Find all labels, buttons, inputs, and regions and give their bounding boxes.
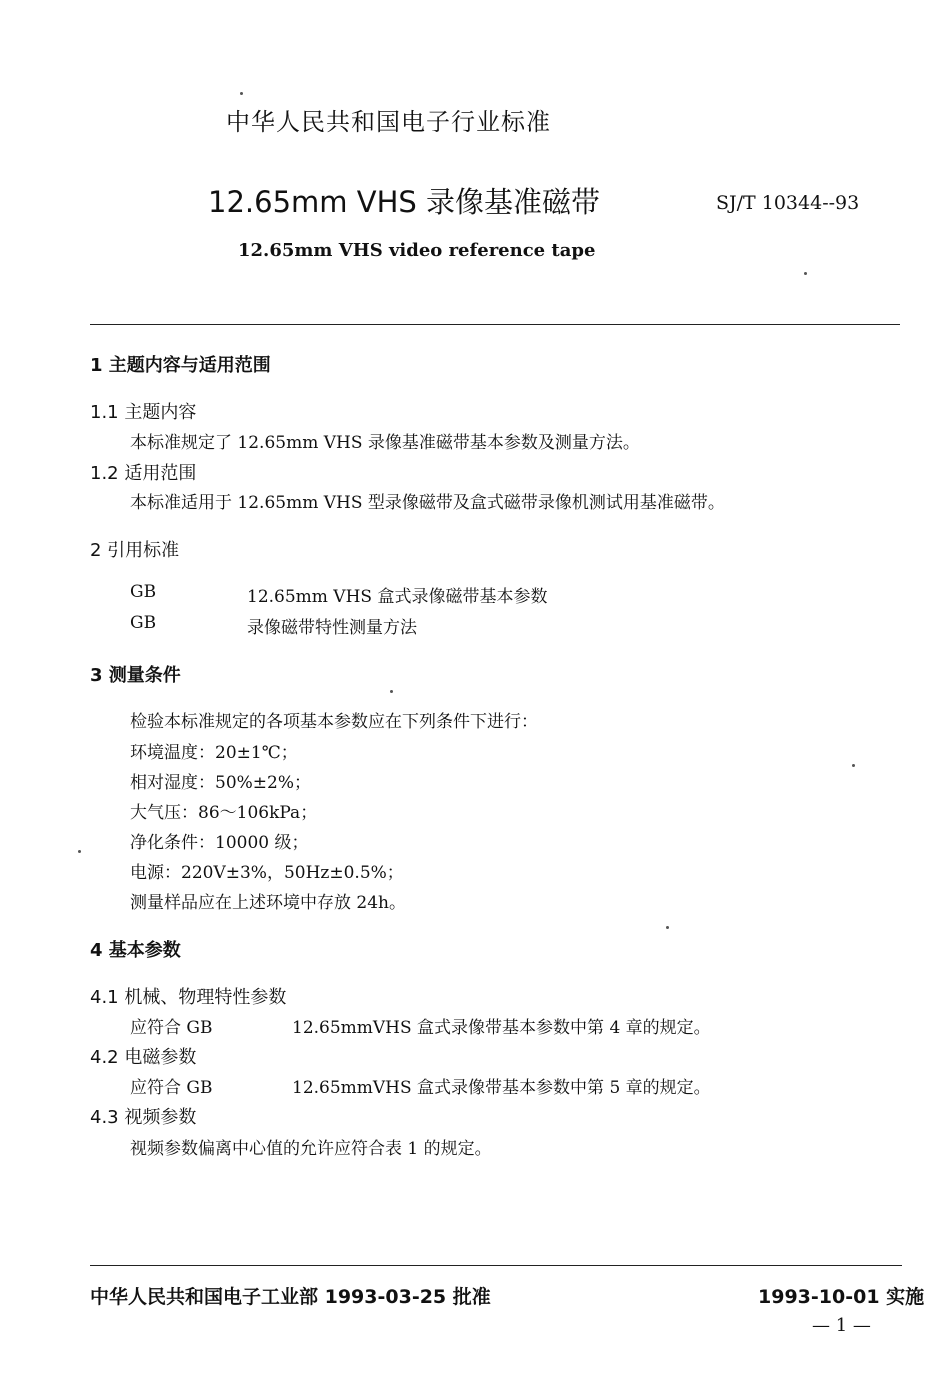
- section-4-2-prefix: 应符合 GB: [130, 1078, 213, 1098]
- document-title-en: 12.65mm VHS video reference tape: [238, 240, 596, 261]
- section-4-1-heading: 4.1 机械、物理特性参数: [90, 987, 287, 1008]
- page-number: — 1 —: [812, 1315, 871, 1336]
- scan-speck: [804, 272, 807, 275]
- scan-speck: [78, 850, 81, 853]
- section-4-2-heading: 4.2 电磁参数: [90, 1047, 197, 1068]
- scan-speck: [852, 764, 855, 767]
- condition-line: 测量样品应在上述环境中存放 24h。: [130, 893, 406, 913]
- condition-line: 检验本标准规定的各项基本参数应在下列条件下进行：: [130, 712, 538, 732]
- issuing-authority: 中华人民共和国电子行业标准: [226, 108, 551, 136]
- section-2-heading: 2 引用标准: [90, 540, 180, 561]
- condition-line: 电源：220V±3%，50Hz±0.5%；: [130, 863, 404, 883]
- header-divider: [90, 324, 900, 325]
- approval-line: 中华人民共和国电子工业部 1993-03-25 批准: [90, 1286, 491, 1308]
- section-4-3-heading: 4.3 视频参数: [90, 1107, 197, 1128]
- section-1-2-text: 本标准适用于 12.65mm VHS 型录像磁带及盒式磁带录像机测试用基准磁带。: [130, 493, 725, 513]
- reference-code: GB: [130, 613, 157, 633]
- section-1-1-text: 本标准规定了 12.65mm VHS 录像基准磁带基本参数及测量方法。: [130, 433, 640, 453]
- footer-divider: [90, 1265, 902, 1266]
- section-4-3-text: 视频参数偏离中心值的允许应符合表 1 的规定。: [130, 1139, 492, 1159]
- condition-line: 环境温度：20±1℃；: [130, 743, 298, 763]
- effective-date: 1993-10-01 实施: [758, 1286, 925, 1308]
- section-1-heading: 1 主题内容与适用范围: [90, 355, 271, 376]
- scan-speck: [390, 690, 393, 693]
- reference-code: GB: [130, 582, 157, 602]
- document-title-zh: 12.65mm VHS 录像基准磁带: [208, 185, 601, 219]
- condition-line: 净化条件：10000 级；: [130, 833, 309, 853]
- section-4-2-text: 12.65mmVHS 盒式录像带基本参数中第 5 章的规定。: [292, 1078, 711, 1098]
- condition-line: 相对湿度：50%±2%；: [130, 773, 311, 793]
- condition-line: 大气压：86～106kPa；: [130, 803, 318, 823]
- reference-title: 录像磁带特性测量方法: [247, 618, 417, 638]
- scan-speck: [666, 926, 669, 929]
- section-3-heading: 3 测量条件: [90, 665, 181, 686]
- standard-number: SJ/T 10344--93: [716, 192, 860, 214]
- section-1-2-heading: 1.2 适用范围: [90, 463, 197, 484]
- section-4-1-prefix: 应符合 GB: [130, 1018, 213, 1038]
- section-4-1-text: 12.65mmVHS 盒式录像带基本参数中第 4 章的规定。: [292, 1018, 711, 1038]
- section-4-heading: 4 基本参数: [90, 940, 181, 961]
- section-1-1-heading: 1.1 主题内容: [90, 402, 197, 423]
- scan-speck: [240, 92, 243, 95]
- reference-title: 12.65mm VHS 盒式录像磁带基本参数: [247, 587, 548, 607]
